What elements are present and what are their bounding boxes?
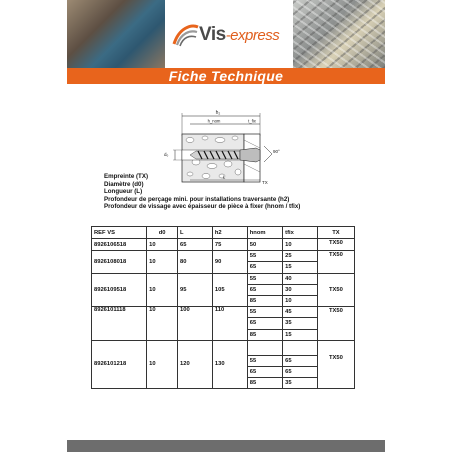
- legend-item: Profondeur de perçage mini. pour installations traversante (h2): [104, 195, 290, 203]
- table-row: [92, 239, 355, 251]
- cell-hnom: 50: [247, 239, 282, 251]
- workshop-photo: [67, 0, 165, 68]
- cell-h2: 75: [212, 239, 247, 251]
- cell-h2: 130: [212, 340, 247, 389]
- dim-hnom-label: h_nom: [207, 118, 221, 124]
- swoosh-icon: [171, 20, 199, 50]
- cell-tfix: 35: [283, 318, 318, 329]
- table-row: [92, 307, 355, 318]
- cell-tfix-empty: [283, 340, 318, 355]
- col-header-d0: d0: [147, 227, 178, 239]
- cell-hnom: 65: [247, 366, 282, 377]
- cell-L: 80: [178, 251, 213, 273]
- cell-hnom: 55: [247, 307, 282, 318]
- cell-hnom: 65: [247, 284, 282, 295]
- cell-h2: 110: [212, 307, 247, 341]
- dim-L-label: L: [222, 174, 226, 180]
- col-header-tfix: tfix: [283, 227, 318, 239]
- cell-tfix: 15: [283, 329, 318, 340]
- brand-name: [199, 24, 279, 46]
- cell-tx: [317, 340, 354, 389]
- cell-L: 65: [178, 239, 213, 251]
- cell-ref: 8926106518: [92, 239, 147, 251]
- spec-table: [91, 226, 355, 389]
- cell-tfix: 45: [283, 307, 318, 318]
- cell-tx: TX50: [317, 307, 354, 341]
- cell-tx: TX50: [317, 273, 354, 307]
- col-header-h2: h2: [212, 227, 247, 239]
- cell-ref: 8926101218: [92, 340, 147, 389]
- cell-tfix: 30: [283, 284, 318, 295]
- cell-L: 120: [178, 340, 213, 389]
- cell-d0: 10: [147, 273, 178, 307]
- cell-tfix: 25: [283, 251, 318, 262]
- cell-hnom: 85: [247, 378, 282, 389]
- footer-bar: [67, 440, 385, 452]
- brand-name-suffix: -express: [225, 27, 280, 44]
- table-row: [92, 340, 355, 355]
- table-header-row: [92, 227, 355, 239]
- cell-tx: TX50: [317, 239, 354, 251]
- cell-ref: 8926109518: [92, 273, 147, 307]
- cell-hnom: 85: [247, 295, 282, 306]
- legend-item: Longueur (L): [104, 188, 143, 196]
- cell-hnom: 65: [247, 262, 282, 273]
- col-header-tx: TX: [317, 227, 354, 239]
- cell-hnom: 55: [247, 251, 282, 262]
- cell-ref: 8926108018: [92, 251, 147, 273]
- cell-ref: 8926101118: [92, 307, 147, 341]
- legend-item: Profondeur de vissage avec épaisseur de pièce à fixer (hnom / tfix): [104, 203, 301, 211]
- table-row: [92, 251, 355, 262]
- cell-d0: 10: [147, 307, 178, 341]
- cell-L: 100: [178, 307, 213, 341]
- cell-tfix: 15: [283, 262, 318, 273]
- cell-hnom-empty: [247, 340, 282, 355]
- cell-h2: 105: [212, 273, 247, 307]
- cell-tx-value: TX50: [329, 354, 343, 361]
- brand-logo: [171, 20, 289, 50]
- dim-d0-label: d₀: [164, 152, 169, 157]
- screws-photo: [293, 0, 385, 68]
- legend-item: Empreinte (TX): [104, 173, 149, 180]
- col-header-hnom: hnom: [247, 227, 282, 239]
- table-row: [92, 273, 355, 284]
- col-header-L: L: [178, 227, 213, 239]
- cell-d0: 10: [147, 239, 178, 251]
- cell-tfix: 10: [283, 239, 318, 251]
- cell-tfix: 35: [283, 378, 318, 389]
- cell-hnom: 55: [247, 355, 282, 366]
- dim-h2-label: h₂: [215, 110, 221, 116]
- dim-tfix-label: t_fix: [248, 118, 256, 124]
- legend-item: Diamètre (d0): [104, 180, 144, 188]
- cell-hnom: 55: [247, 273, 282, 284]
- cell-h2: 90: [212, 251, 247, 273]
- cell-hnom: 85: [247, 329, 282, 340]
- head-angle-label: 90°: [273, 149, 280, 154]
- legend: [104, 173, 364, 211]
- cell-L: 95: [178, 273, 213, 307]
- cell-tfix: 65: [283, 355, 318, 366]
- col-header-ref: REF VS: [92, 227, 147, 239]
- page-title: Fiche Technique: [67, 68, 385, 84]
- cell-tfix: 40: [283, 273, 318, 284]
- cell-tfix: 10: [283, 295, 318, 306]
- cell-tx: TX50: [317, 251, 354, 273]
- dim-tx-label: TX: [262, 180, 268, 185]
- brand-name-main: Vis: [199, 24, 226, 45]
- cell-hnom: 65: [247, 318, 282, 329]
- cell-d0: 10: [147, 340, 178, 389]
- cell-d0: 10: [147, 251, 178, 273]
- cell-tfix: 65: [283, 366, 318, 377]
- header-banner: [67, 0, 385, 68]
